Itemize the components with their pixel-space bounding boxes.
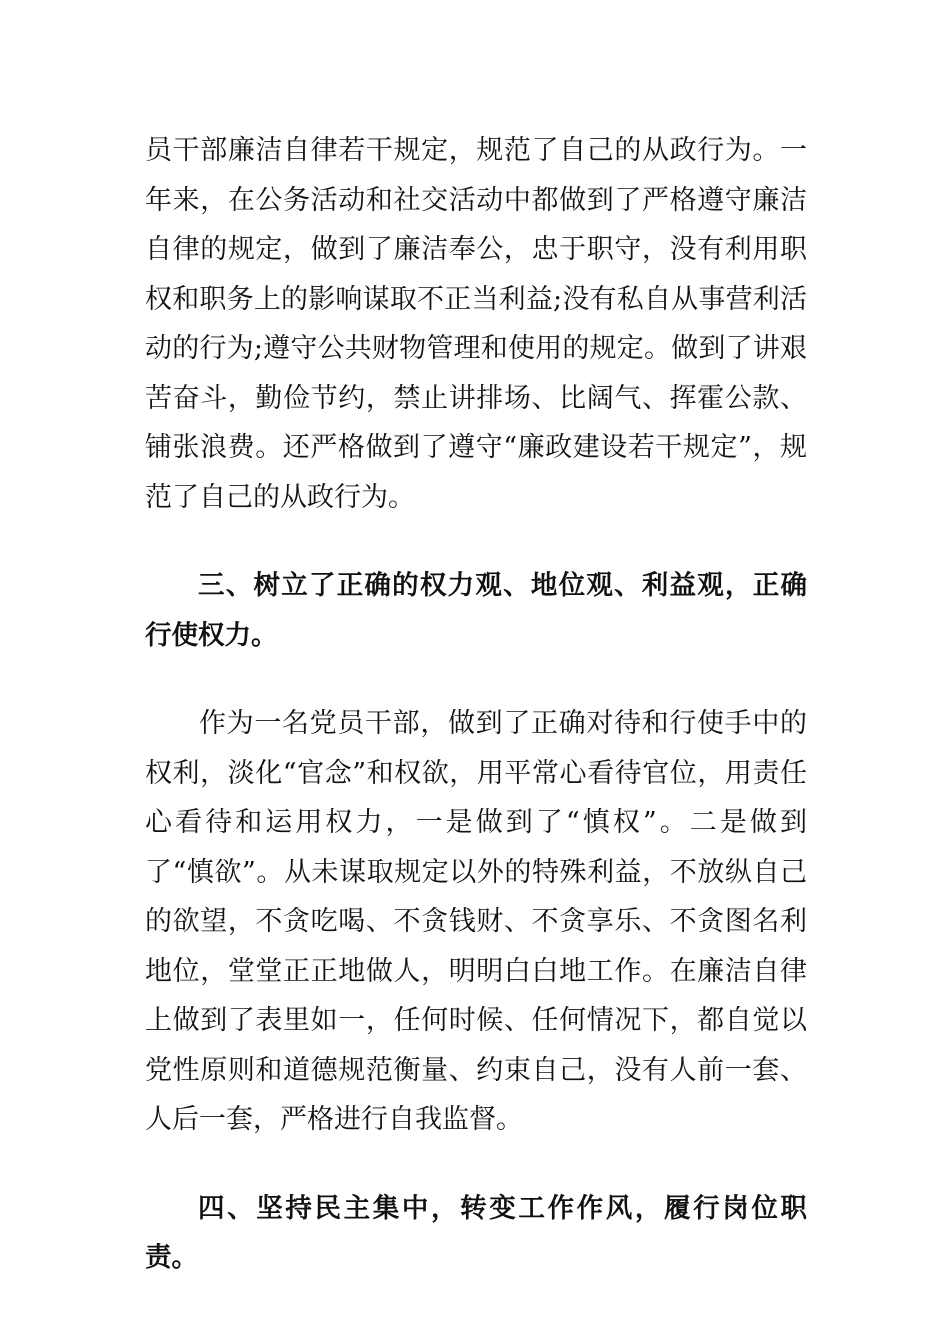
paragraph-gap [145, 522, 807, 561]
paragraph-power-view: 作为一名党员干部，做到了正确对待和行使手中的权利，淡化“官念”和权欲，用平常心看待官位，用责任心看待和运用权力，一是做到了“慎权”。二是做到了“慎欲”。从未谋取规定以外的特殊利益，不放纵自己的欲望，不贪吃喝、不贪钱财、不贪享乐、不贪图名利地位，堂堂正正地做人，明明白白地工作。在廉洁自律上做到了表里如一，任何时候、任何情况下，都自觉以党性原则和道德规范衡量、约束自己，没有人前一套、人后一套，严格进行自我监督。 [145, 708, 807, 1135]
paragraph-continuation: 员干部廉洁自律若干规定，规范了自己的从政行为。一年来，在公务活动和社交活动中都做到了严格遵守廉洁自律的规定，做到了廉洁奉公，忠于职守，没有利用职权和职务上的影响谋取不正当利益;没有私自从事营利活动的行为;遵守公共财物管理和使用的规定。做到了讲艰苦奋斗，勤俭节约，禁止讲排场、比阔气、挥霍公款、铺张浪费。还严格做到了遵守“廉政建设若干规定”，规范了自己的从政行为。 [145, 135, 807, 513]
section-heading-3: 三、树立了正确的权力观、地位观、利益观，正确行使权力。 [145, 570, 807, 651]
section-heading-4: 四、坚持民主集中，转变工作作风，履行岗位职责。 [145, 1192, 807, 1273]
document-body [145, 126, 807, 1283]
paragraph-gap [145, 660, 807, 699]
paragraph-gap [145, 1145, 807, 1184]
